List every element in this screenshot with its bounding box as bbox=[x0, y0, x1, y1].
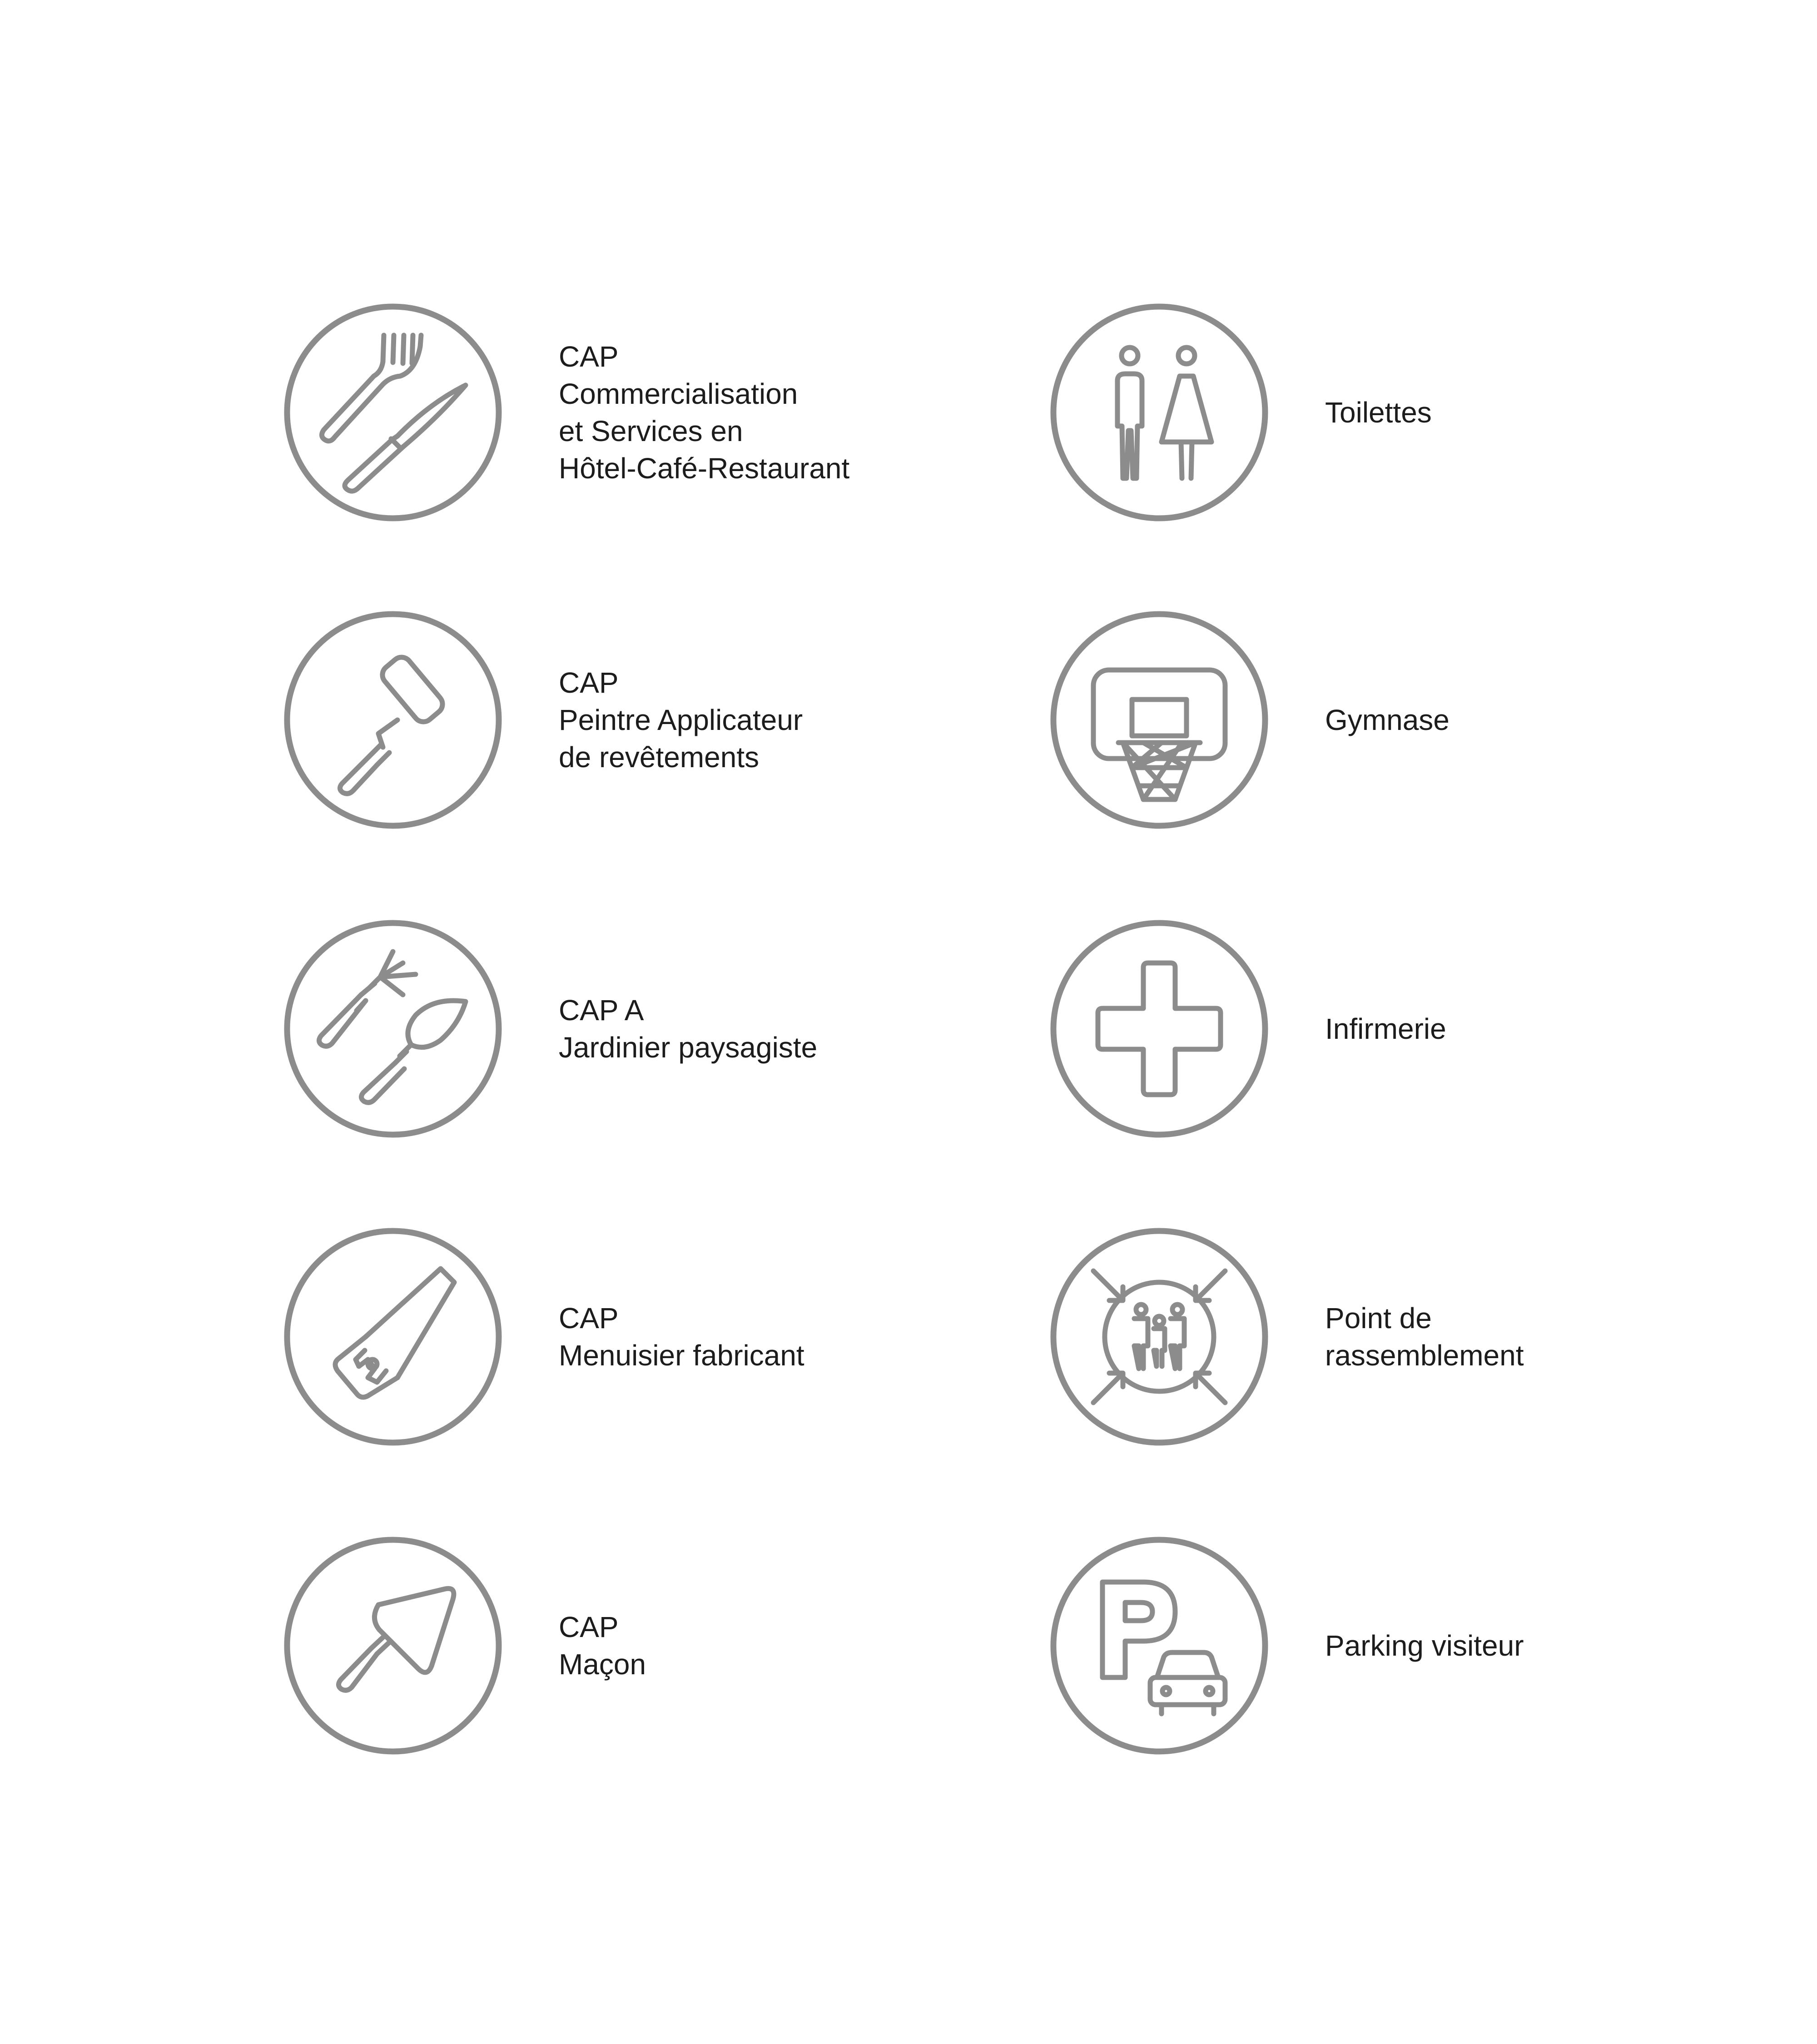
item-label: CAP Menuisier fabricant bbox=[559, 1302, 804, 1372]
list-item-cap-menuisier bbox=[284, 1228, 1124, 1446]
assembly-point-icon bbox=[1050, 1228, 1268, 1446]
item-label: Point de rassemblement bbox=[1325, 1302, 1524, 1372]
list-item-parking-visiteur bbox=[1050, 1537, 1817, 1755]
list-item-toilettes bbox=[1050, 303, 1817, 521]
list-item-cap-peintre bbox=[284, 611, 1124, 829]
trowel-icon bbox=[284, 1537, 502, 1755]
paint-roller-icon bbox=[284, 611, 502, 829]
item-label: CAP Commercialisation et Services en Hôtel-Café-Restaurant bbox=[559, 340, 850, 485]
toilets-icon bbox=[1050, 303, 1268, 521]
garden-tools-icon bbox=[284, 920, 502, 1138]
item-label: CAP A Jardinier paysagiste bbox=[559, 994, 818, 1064]
item-label: Toilettes bbox=[1325, 396, 1432, 429]
hand-saw-icon bbox=[284, 1228, 502, 1446]
medical-cross-icon bbox=[1050, 920, 1268, 1138]
list-item-point-de-rassemblement bbox=[1050, 1228, 1817, 1446]
cutlery-icon bbox=[284, 303, 502, 521]
item-label: CAP Peintre Applicateur de revêtements bbox=[559, 666, 803, 774]
item-label: Gymnase bbox=[1325, 704, 1450, 736]
list-item-infirmerie bbox=[1050, 920, 1817, 1138]
visitor-parking-icon bbox=[1050, 1537, 1268, 1755]
list-item-cap-macon bbox=[284, 1537, 1124, 1755]
list-item-cap-hotel-cafe-restaurant bbox=[284, 303, 1124, 521]
basketball-hoop-icon bbox=[1050, 611, 1268, 829]
item-label: Infirmerie bbox=[1325, 1012, 1446, 1045]
item-label: CAP Maçon bbox=[559, 1611, 646, 1681]
item-label: Parking visiteur bbox=[1325, 1629, 1524, 1662]
list-item-gymnase bbox=[1050, 611, 1817, 829]
list-item-cap-jardinier bbox=[284, 920, 1124, 1138]
